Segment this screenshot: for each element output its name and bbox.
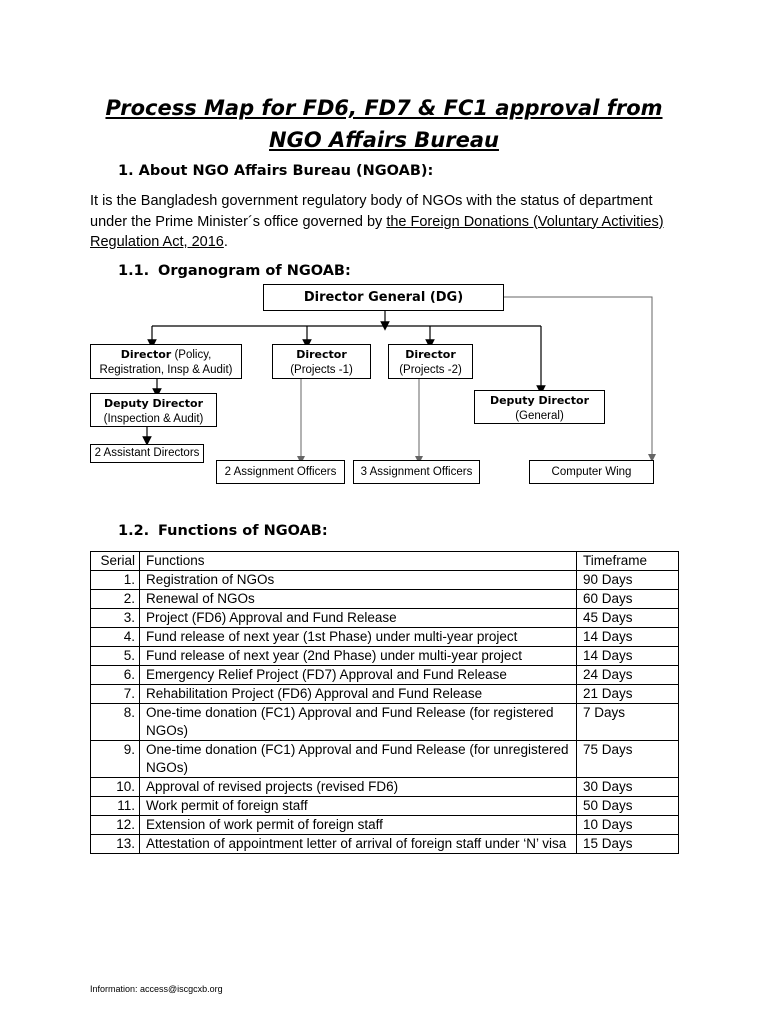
functions-table-body [91,571,679,854]
table-row [91,666,679,685]
dir-policy-title: Director [120,348,172,361]
dd-insp-title: Deputy Director [103,397,204,410]
title-line-1: Process Map for FD6, FD7 & FC1 approval from [105,96,663,120]
table-row [91,628,679,647]
cell-function: Work permit of foreign staff [140,797,577,816]
org-box-deputy-director-general [474,390,605,424]
dg-label: Director General (DG) [303,290,464,305]
cell-function: One-time donation (FC1) Approval and Fund Release (for unregistered NGOs) [140,741,577,778]
cell-timeframe: 60 Days [577,590,679,609]
cell-timeframe: 75 Days [577,741,679,778]
dir-p1-title: Director [296,348,347,361]
table-row [91,704,679,741]
cell-timeframe: 14 Days [577,647,679,666]
section-label: Organogram of NGOAB: [158,263,351,279]
cell-timeframe: 14 Days [577,628,679,647]
cell-function: Approval of revised projects (revised FD6) [140,778,577,797]
table-row [91,797,679,816]
about-text-end: . [223,234,228,250]
cell-timeframe: 10 Days [577,816,679,835]
table-row [91,835,679,854]
cell-function: Fund release of next year (1st Phase) under multi-year project [140,628,577,647]
cell-serial: 1. [91,571,140,590]
footer-information: Information: access@iscgcxb.org [90,984,223,994]
table-row [91,685,679,704]
dd-gen-sub: (General) [515,410,564,422]
org-box-director-projects-2 [388,344,473,379]
dir-p1-sub: (Projects -1) [290,364,353,376]
cell-function: Emergency Relief Project (FD7) Approval and Fund Release [140,666,577,685]
cell-function: Project (FD6) Approval and Fund Release [140,609,577,628]
cell-serial: 2. [91,590,140,609]
cell-timeframe: 24 Days [577,666,679,685]
cell-serial: 9. [91,741,140,778]
cell-serial: 12. [91,816,140,835]
dd-insp-sub: (Inspection & Audit) [103,413,204,425]
dir-policy-sub2: Registration, Insp & Audit) [99,364,233,376]
org-box-assignment-officers-2: 2 Assignment Officers [216,460,345,484]
dir-p2-sub: (Projects -2) [399,364,462,376]
org-box-assignment-officers-3: 3 Assignment Officers [353,460,480,484]
cell-serial: 8. [91,704,140,741]
cell-function: Attestation of appointment letter of arrival of foreign staff under ‘N’ visa [140,835,577,854]
section-number: 1.2. [118,523,150,539]
table-header-row [91,552,679,571]
table-row [91,571,679,590]
cell-serial: 6. [91,666,140,685]
section-heading-about: 1. About NGO Affairs Bureau (NGOAB): [118,163,434,179]
title-line-2: NGO Affairs Bureau [269,128,499,152]
cell-serial: 11. [91,797,140,816]
dir-p2-title: Director [405,348,456,361]
cell-timeframe: 7 Days [577,704,679,741]
table-row [91,647,679,666]
cell-serial: 10. [91,778,140,797]
cell-timeframe: 90 Days [577,571,679,590]
org-box-deputy-director-inspection [90,393,217,427]
about-text: It is the Bangladesh government regulatory body of NGOs with the status of department under the Prime Minister´s office governed by [90,193,653,230]
header-timeframe: Timeframe [577,552,679,571]
section-label: Functions of NGOAB: [158,523,328,539]
cell-serial: 13. [91,835,140,854]
functions-table [90,551,679,854]
section-heading-functions [118,523,328,539]
org-box-director-policy [90,344,242,379]
org-box-director-general [263,284,504,311]
org-box-director-projects-1 [272,344,371,379]
cell-serial: 5. [91,647,140,666]
cell-timeframe: 30 Days [577,778,679,797]
dd-gen-title: Deputy Director [489,394,590,407]
cell-function: Extension of work permit of foreign staff [140,816,577,835]
cell-timeframe: 50 Days [577,797,679,816]
cell-function: One-time donation (FC1) Approval and Fund Release (for registered NGOs) [140,704,577,741]
cell-function: Rehabilitation Project (FD6) Approval and Fund Release [140,685,577,704]
cell-serial: 7. [91,685,140,704]
cell-function: Fund release of next year (2nd Phase) under multi-year project [140,647,577,666]
table-row [91,816,679,835]
cell-timeframe: 45 Days [577,609,679,628]
cell-timeframe: 15 Days [577,835,679,854]
act-link: the Foreign Donations (Voluntary Activities) Regulation Act, 2016 [90,213,664,250]
cell-function: Registration of NGOs [140,571,577,590]
cell-serial: 4. [91,628,140,647]
table-row [91,741,679,778]
header-serial: Serial [91,552,140,571]
table-row [91,609,679,628]
table-row [91,778,679,797]
cell-timeframe: 21 Days [577,685,679,704]
cell-serial: 3. [91,609,140,628]
header-functions: Functions [140,552,577,571]
table-row [91,590,679,609]
dir-policy-sub1: (Policy, [171,349,212,361]
cell-function: Renewal of NGOs [140,590,577,609]
org-box-computer-wing: Computer Wing [529,460,654,484]
org-box-assistant-directors: 2 Assistant Directors [90,444,204,463]
section-number: 1.1. [118,263,150,279]
